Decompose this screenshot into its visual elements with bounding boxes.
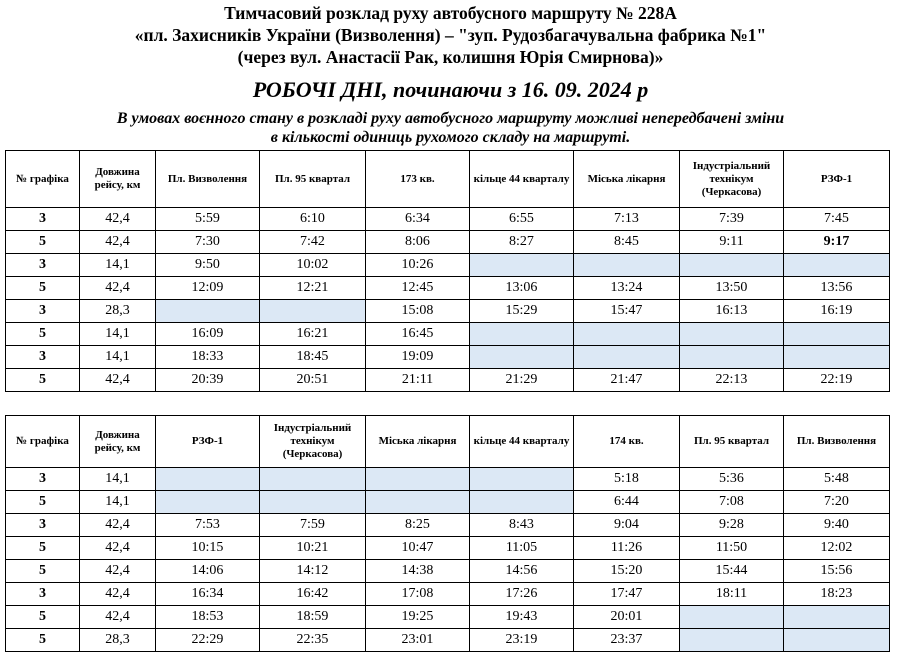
time-cell: 8:06 [366,231,470,254]
title-line-1: Тимчасовий розклад руху автобусного маршруту № 228А [224,3,677,23]
time-cell: 16:09 [156,323,260,346]
time-cell [260,491,366,514]
schedule-number-cell: 3 [6,300,80,323]
time-cell: 6:34 [366,208,470,231]
table-row [6,208,890,231]
time-cell: 14:56 [470,560,574,583]
time-cell: 22:29 [156,629,260,652]
table-header-row [6,151,890,208]
schedule-number-cell: 3 [6,346,80,369]
column-header: РЗФ-1 [156,416,260,468]
trip-length-cell: 14,1 [80,491,156,514]
time-cell: 14:06 [156,560,260,583]
time-cell: 22:19 [784,369,890,392]
time-cell [260,468,366,491]
time-cell [680,323,784,346]
column-header: Пл. 95 квартал [260,151,366,208]
column-header: 173 кв. [366,151,470,208]
time-cell: 8:43 [470,514,574,537]
time-cell: 10:15 [156,537,260,560]
schedule-number-cell: 3 [6,468,80,491]
title-line-2: «пл. Захисників України (Визволення) – "зуп. Рудозбагачувальна фабрика №1" [134,25,767,45]
trip-length-cell: 42,4 [80,606,156,629]
table-row [6,560,890,583]
time-cell: 18:53 [156,606,260,629]
time-cell: 23:01 [366,629,470,652]
time-cell: 9:40 [784,514,890,537]
time-cell [680,606,784,629]
table-header-row [6,416,890,468]
time-cell: 8:25 [366,514,470,537]
time-cell: 13:06 [470,277,574,300]
time-cell: 12:45 [366,277,470,300]
time-cell [574,254,680,277]
time-cell: 9:28 [680,514,784,537]
trip-length-cell: 28,3 [80,629,156,652]
time-cell: 16:19 [784,300,890,323]
time-cell: 15:56 [784,560,890,583]
schedule-number-cell: 5 [6,369,80,392]
schedule-number-cell: 5 [6,323,80,346]
column-header: Довжина рейсу, км [80,416,156,468]
table-row [6,277,890,300]
column-header: кільце 44 кварталу [470,151,574,208]
time-cell: 15:47 [574,300,680,323]
time-cell: 7:45 [784,208,890,231]
days-heading: РОБОЧІ ДНІ, починаючи з 16. 09. 2024 р [252,77,649,102]
time-cell: 23:19 [470,629,574,652]
time-cell: 9:04 [574,514,680,537]
time-cell: 10:26 [366,254,470,277]
time-cell: 15:44 [680,560,784,583]
time-cell: 19:25 [366,606,470,629]
column-header: Пл. 95 квартал [680,416,784,468]
time-cell: 18:59 [260,606,366,629]
column-header: Міська лікарня [574,151,680,208]
time-cell: 18:23 [784,583,890,606]
schedule-number-cell: 5 [6,629,80,652]
time-cell: 21:11 [366,369,470,392]
time-cell: 18:11 [680,583,784,606]
time-cell: 7:53 [156,514,260,537]
table-row [6,254,890,277]
column-header: 174 кв. [574,416,680,468]
schedule-number-cell: 5 [6,606,80,629]
time-cell: 12:02 [784,537,890,560]
schedule-number-cell: 3 [6,208,80,231]
time-cell: 20:51 [260,369,366,392]
schedule-number-cell: 3 [6,514,80,537]
title-line-3: (через вул. Анастасії Рак, колишня Юрія Смирнова)» [237,47,664,67]
time-cell: 6:55 [470,208,574,231]
time-cell: 13:56 [784,277,890,300]
time-cell: 16:42 [260,583,366,606]
time-cell [156,468,260,491]
trip-length-cell: 14,1 [80,468,156,491]
trip-length-cell: 14,1 [80,254,156,277]
table-row [6,346,890,369]
time-cell [470,468,574,491]
time-cell: 5:59 [156,208,260,231]
trip-length-cell: 42,4 [80,208,156,231]
time-cell: 7:39 [680,208,784,231]
time-cell [470,323,574,346]
time-cell: 15:29 [470,300,574,323]
trip-length-cell: 42,4 [80,231,156,254]
time-cell [470,491,574,514]
schedule-number-cell: 5 [6,491,80,514]
time-cell: 15:20 [574,560,680,583]
schedule-table-return [5,415,890,652]
time-cell: 13:24 [574,277,680,300]
time-cell: 5:48 [784,468,890,491]
time-cell: 7:13 [574,208,680,231]
table-row [6,629,890,652]
time-cell: 14:38 [366,560,470,583]
time-cell: 11:50 [680,537,784,560]
time-cell: 16:45 [366,323,470,346]
time-cell: 7:20 [784,491,890,514]
time-cell [784,606,890,629]
trip-length-cell: 14,1 [80,346,156,369]
time-cell: 11:26 [574,537,680,560]
time-cell: 5:18 [574,468,680,491]
time-cell: 18:33 [156,346,260,369]
time-cell: 21:47 [574,369,680,392]
trip-length-cell: 42,4 [80,369,156,392]
time-cell [784,254,890,277]
table-row [6,231,890,254]
time-cell: 7:08 [680,491,784,514]
time-cell: 23:37 [574,629,680,652]
time-cell [260,300,366,323]
time-cell [156,491,260,514]
trip-length-cell: 42,4 [80,277,156,300]
time-cell [366,491,470,514]
time-cell [156,300,260,323]
time-cell: 22:35 [260,629,366,652]
schedule-number-cell: 3 [6,254,80,277]
time-cell: 17:26 [470,583,574,606]
time-cell: 21:29 [470,369,574,392]
notice-line-2: в кількості одиниць рухомого складу на маршруті. [270,129,631,146]
schedule-number-cell: 5 [6,537,80,560]
table-row [6,300,890,323]
time-cell: 7:42 [260,231,366,254]
column-header: № графіка [6,416,80,468]
time-cell [574,323,680,346]
time-cell: 7:30 [156,231,260,254]
time-cell [680,629,784,652]
time-cell: 8:27 [470,231,574,254]
trip-length-cell: 42,4 [80,560,156,583]
time-cell: 10:21 [260,537,366,560]
time-cell: 17:47 [574,583,680,606]
column-header: Довжина рейсу, км [80,151,156,208]
time-cell [680,346,784,369]
time-cell [470,254,574,277]
time-cell: 8:45 [574,231,680,254]
column-header: Пл. Визволення [784,416,890,468]
time-cell: 9:50 [156,254,260,277]
time-cell [784,346,890,369]
column-header: № графіка [6,151,80,208]
table-row [6,369,890,392]
table-row [6,323,890,346]
schedule-number-cell: 3 [6,583,80,606]
time-cell [784,323,890,346]
schedule-table-outbound [5,150,890,392]
time-cell: 12:09 [156,277,260,300]
trip-length-cell: 14,1 [80,323,156,346]
column-header: Міська лікарня [366,416,470,468]
time-cell: 17:08 [366,583,470,606]
time-cell: 7:59 [260,514,366,537]
time-cell: 6:10 [260,208,366,231]
table-row [6,491,890,514]
time-cell: 10:47 [366,537,470,560]
column-header: кільце 44 кварталу [470,416,574,468]
table-row [6,537,890,560]
trip-length-cell: 42,4 [80,583,156,606]
time-cell: 5:36 [680,468,784,491]
time-cell: 16:21 [260,323,366,346]
time-cell: 20:39 [156,369,260,392]
time-cell: 14:12 [260,560,366,583]
time-cell: 18:45 [260,346,366,369]
time-cell: 11:05 [470,537,574,560]
time-cell: 6:44 [574,491,680,514]
time-cell: 9:17 [784,231,890,254]
time-cell: 10:02 [260,254,366,277]
time-cell: 9:11 [680,231,784,254]
time-cell: 22:13 [680,369,784,392]
column-header: Індустріальний технікум (Черкасова) [680,151,784,208]
column-header: Індустріальний технікум (Черкасова) [260,416,366,468]
time-cell: 20:01 [574,606,680,629]
time-cell: 16:34 [156,583,260,606]
time-cell: 16:13 [680,300,784,323]
time-cell: 12:21 [260,277,366,300]
trip-length-cell: 42,4 [80,514,156,537]
time-cell [574,346,680,369]
table-row [6,514,890,537]
schedule-number-cell: 5 [6,560,80,583]
trip-length-cell: 28,3 [80,300,156,323]
time-cell: 19:43 [470,606,574,629]
time-cell: 15:08 [366,300,470,323]
table-row [6,468,890,491]
column-header: Пл. Визволення [156,151,260,208]
schedule-number-cell: 5 [6,277,80,300]
time-cell [784,629,890,652]
time-cell [680,254,784,277]
trip-length-cell: 42,4 [80,537,156,560]
column-header: РЗФ-1 [784,151,890,208]
notice-line-1: В умовах воєнного стану в розкладі руху автобусного маршруту можливі непередбачені зміни [116,110,785,127]
table-row [6,606,890,629]
time-cell: 19:09 [366,346,470,369]
schedule-number-cell: 5 [6,231,80,254]
time-cell [366,468,470,491]
time-cell: 13:50 [680,277,784,300]
table-row [6,583,890,606]
time-cell [470,346,574,369]
